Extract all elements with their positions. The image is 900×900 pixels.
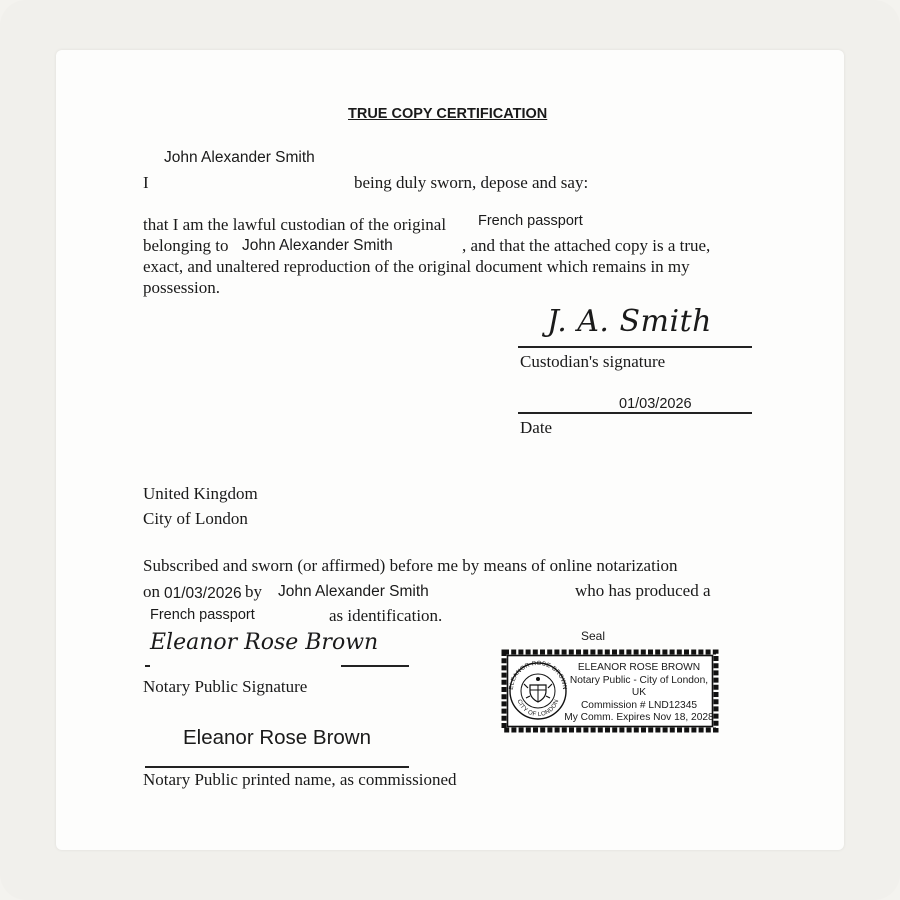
seal-name: ELEANOR ROSE BROWN [577,662,701,673]
seal-label: Seal [581,629,606,643]
seal-expiry: My Comm. Expires Nov 18, 2028 [564,712,714,724]
jurat-id-document: French passport [150,607,255,623]
custodian-date-line [518,412,752,414]
notary-printed-name-label: Notary Public printed name, as commissioned [143,770,457,789]
statement-line-1: that I am the lawful custodian of the original [143,215,447,234]
document-owner-name: John Alexander Smith [242,237,393,254]
deponent-prefix: I [143,173,149,192]
venue-country: United Kingdom [143,484,258,503]
seal-ring-bottom-text: CITY OF LONDON [515,698,561,719]
deponent-suffix: being duly sworn, depose and say: [354,173,589,192]
statement-line-3: exact, and unaltered reproduction of the original document which remains in my [143,257,690,276]
jurat-on-label: on [143,582,160,601]
custodian-signature: J. A. Smith [547,304,712,339]
notary-signature-label: Notary Public Signature [143,677,308,696]
statement-line-2-prefix: belonging to [143,236,229,255]
notary-seal [500,648,720,734]
document-sheet [56,50,844,850]
jurat-by-label: by [245,582,262,601]
jurat-affiant-name: John Alexander Smith [278,583,429,600]
jurat-line-1: Subscribed and sworn (or affirmed) before me by means of online notarization [143,556,678,575]
jurat-id-suffix: as identification. [329,606,443,625]
seal-title: Notary Public - City of London, UK [569,674,709,699]
statement-line-2-suffix: , and that the attached copy is a true, [462,236,711,255]
seal-ring-top-text: ELEANOR ROSE BROWN [508,660,568,691]
deponent-name: John Alexander Smith [164,149,315,166]
document-title: TRUE COPY CERTIFICATION [348,106,548,122]
venue-city: City of London [143,509,248,528]
notary-signature-line [341,665,409,667]
custodian-date-value: 01/03/2026 [619,396,692,412]
notary-printed-name: Eleanor Rose Brown [183,726,372,749]
seal-commission: Commission # LND12345 [580,699,698,711]
statement-line-4: possession. [143,278,220,297]
seal-text-block [564,662,714,725]
notary-printed-name-line [145,766,409,768]
notary-signature: Eleanor Rose Brown [150,630,379,655]
custodian-signature-line [518,346,752,348]
custodian-date-label: Date [520,418,553,437]
jurat-date: 01/03/2026 [164,585,242,602]
jurat-produced-label: who has produced a [575,581,711,600]
document-type: French passport [478,213,583,229]
notary-signature-mark [145,665,150,667]
custodian-signature-label: Custodian's signature [520,352,666,371]
